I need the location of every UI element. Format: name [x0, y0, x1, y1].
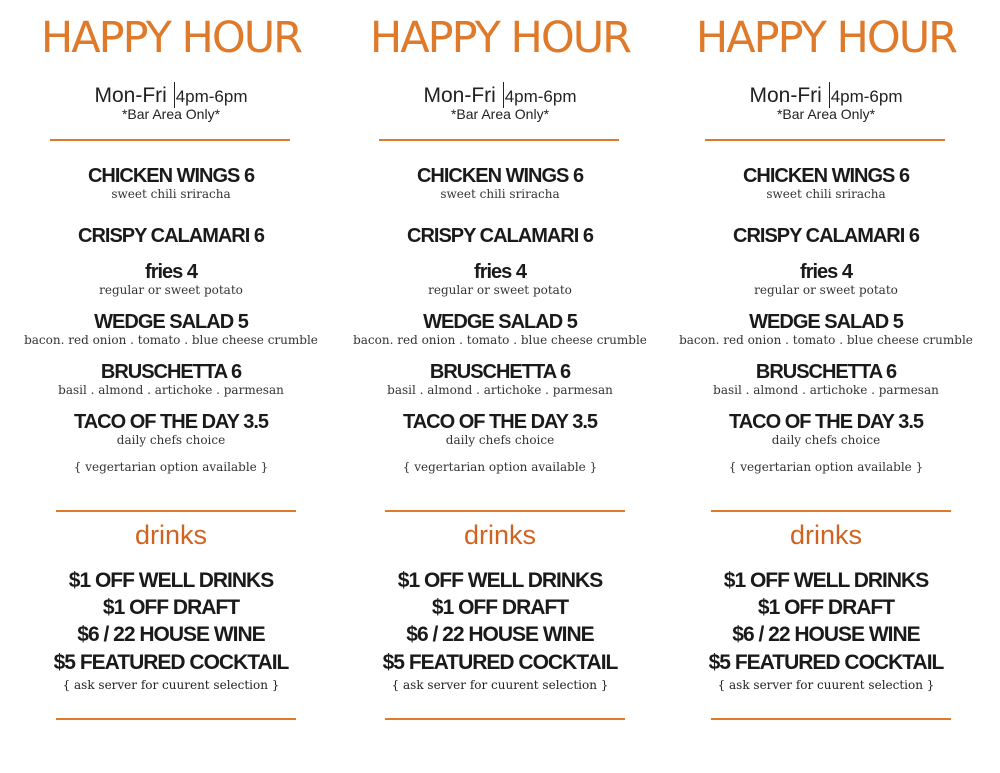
- menu-item-desc: daily chefs choice: [445, 433, 555, 447]
- divider-bottom: [711, 718, 951, 720]
- menu-item-name: BRUSCHETTA 6: [429, 361, 571, 383]
- menu-item-desc: basil . almond . artichoke . parmesan: [58, 383, 284, 397]
- vegetarian-note: { vegertarian option available }: [402, 460, 598, 474]
- drink-special: $5 FEATURED COCKTAIL: [382, 651, 618, 674]
- ask-server-note: { ask server for cuurent selection }: [717, 678, 935, 692]
- menu-item-desc: bacon. red onion . tomato . blue cheese crumble: [679, 333, 973, 347]
- menu-item-desc: daily chefs choice: [771, 433, 881, 447]
- menu-item-desc: bacon. red onion . tomato . blue cheese crumble: [24, 333, 318, 347]
- drink-special: $1 OFF DRAFT: [102, 596, 240, 619]
- menu-item-name: fries 4: [145, 261, 197, 283]
- menu-item-desc: sweet chili sriracha: [766, 187, 886, 201]
- drink-special: $6 / 22 HOUSE WINE: [77, 623, 265, 646]
- menu-item-desc: basil . almond . artichoke . parmesan: [713, 383, 939, 397]
- drink-special: $1 OFF DRAFT: [431, 596, 569, 619]
- time-label: 4pm-6pm: [504, 87, 577, 106]
- bar-area-note: *Bar Area Only*: [450, 106, 550, 122]
- menu-item-name: TACO OF THE DAY 3.5: [73, 411, 268, 433]
- text-cursor: [174, 82, 175, 108]
- time-label: 4pm-6pm: [175, 87, 248, 106]
- menu-item-name: WEDGE SALAD 5: [423, 311, 577, 333]
- happy-hour-title: HAPPY HOUR: [40, 13, 302, 63]
- divider-top: [379, 139, 619, 141]
- hours-line: [6, 82, 336, 109]
- vegetarian-note: { vegertarian option available }: [728, 460, 924, 474]
- drink-special: $5 FEATURED COCKTAIL: [53, 651, 289, 674]
- menu-item-name: TACO OF THE DAY 3.5: [728, 411, 923, 433]
- menu-item-name: CRISPY CALAMARI 6: [733, 225, 919, 247]
- menu-item-desc: regular or sweet potato: [428, 283, 572, 297]
- menu-item-name: fries 4: [474, 261, 526, 283]
- drink-special: $1 OFF WELL DRINKS: [68, 569, 274, 592]
- divider-middle: [56, 510, 296, 512]
- happy-hour-title: HAPPY HOUR: [369, 13, 631, 63]
- menu-item-name: BRUSCHETTA 6: [755, 361, 897, 383]
- happy-hour-title: HAPPY HOUR: [695, 13, 957, 63]
- menu-item-desc: sweet chili sriracha: [111, 187, 231, 201]
- divider-top: [705, 139, 945, 141]
- menu-item-name: fries 4: [800, 261, 852, 283]
- menu-item-desc: bacon. red onion . tomato . blue cheese crumble: [353, 333, 647, 347]
- menu-item-desc: basil . almond . artichoke . parmesan: [387, 383, 613, 397]
- menu-item-desc: sweet chili sriracha: [440, 187, 560, 201]
- menu-item-name: TACO OF THE DAY 3.5: [402, 411, 597, 433]
- drinks-heading: drinks: [789, 520, 863, 550]
- menu-item-name: WEDGE SALAD 5: [749, 311, 903, 333]
- divider-middle: [711, 510, 951, 512]
- text-cursor: [829, 82, 830, 108]
- days-label: Mon-Fri: [423, 84, 496, 107]
- menu-item-name: CHICKEN WINGS 6: [416, 165, 584, 187]
- vegetarian-note: { vegertarian option available }: [73, 460, 269, 474]
- drink-special: $1 OFF WELL DRINKS: [397, 569, 603, 592]
- menu-item-name: BRUSCHETTA 6: [100, 361, 242, 383]
- ask-server-note: { ask server for cuurent selection }: [62, 678, 280, 692]
- menu-item-name: WEDGE SALAD 5: [94, 311, 248, 333]
- hours-line: [335, 82, 665, 109]
- menu-item-desc: regular or sweet potato: [754, 283, 898, 297]
- drinks-heading: drinks: [134, 520, 208, 550]
- menu-item-name: CHICKEN WINGS 6: [742, 165, 910, 187]
- drinks-heading: drinks: [463, 520, 537, 550]
- menu-panel-2: [335, 0, 665, 773]
- menu-item-desc: regular or sweet potato: [99, 283, 243, 297]
- divider-bottom: [56, 718, 296, 720]
- drink-special: $6 / 22 HOUSE WINE: [732, 623, 920, 646]
- drink-special: $1 OFF WELL DRINKS: [723, 569, 929, 592]
- text-cursor: [503, 82, 504, 108]
- menu-item-name: CRISPY CALAMARI 6: [407, 225, 593, 247]
- days-label: Mon-Fri: [749, 84, 822, 107]
- days-label: Mon-Fri: [94, 84, 167, 107]
- menu-item-name: CRISPY CALAMARI 6: [78, 225, 264, 247]
- divider-middle: [385, 510, 625, 512]
- time-label: 4pm-6pm: [830, 87, 903, 106]
- menu-panel-1: [6, 0, 336, 773]
- ask-server-note: { ask server for cuurent selection }: [391, 678, 609, 692]
- drink-special: $6 / 22 HOUSE WINE: [406, 623, 594, 646]
- menu-item-desc: daily chefs choice: [116, 433, 226, 447]
- menu-item-name: CHICKEN WINGS 6: [87, 165, 255, 187]
- drink-special: $1 OFF DRAFT: [757, 596, 895, 619]
- divider-bottom: [385, 718, 625, 720]
- divider-top: [50, 139, 290, 141]
- drink-special: $5 FEATURED COCKTAIL: [708, 651, 944, 674]
- bar-area-note: *Bar Area Only*: [776, 106, 876, 122]
- menu-panel-3: [661, 0, 991, 773]
- bar-area-note: *Bar Area Only*: [121, 106, 221, 122]
- hours-line: [661, 82, 991, 109]
